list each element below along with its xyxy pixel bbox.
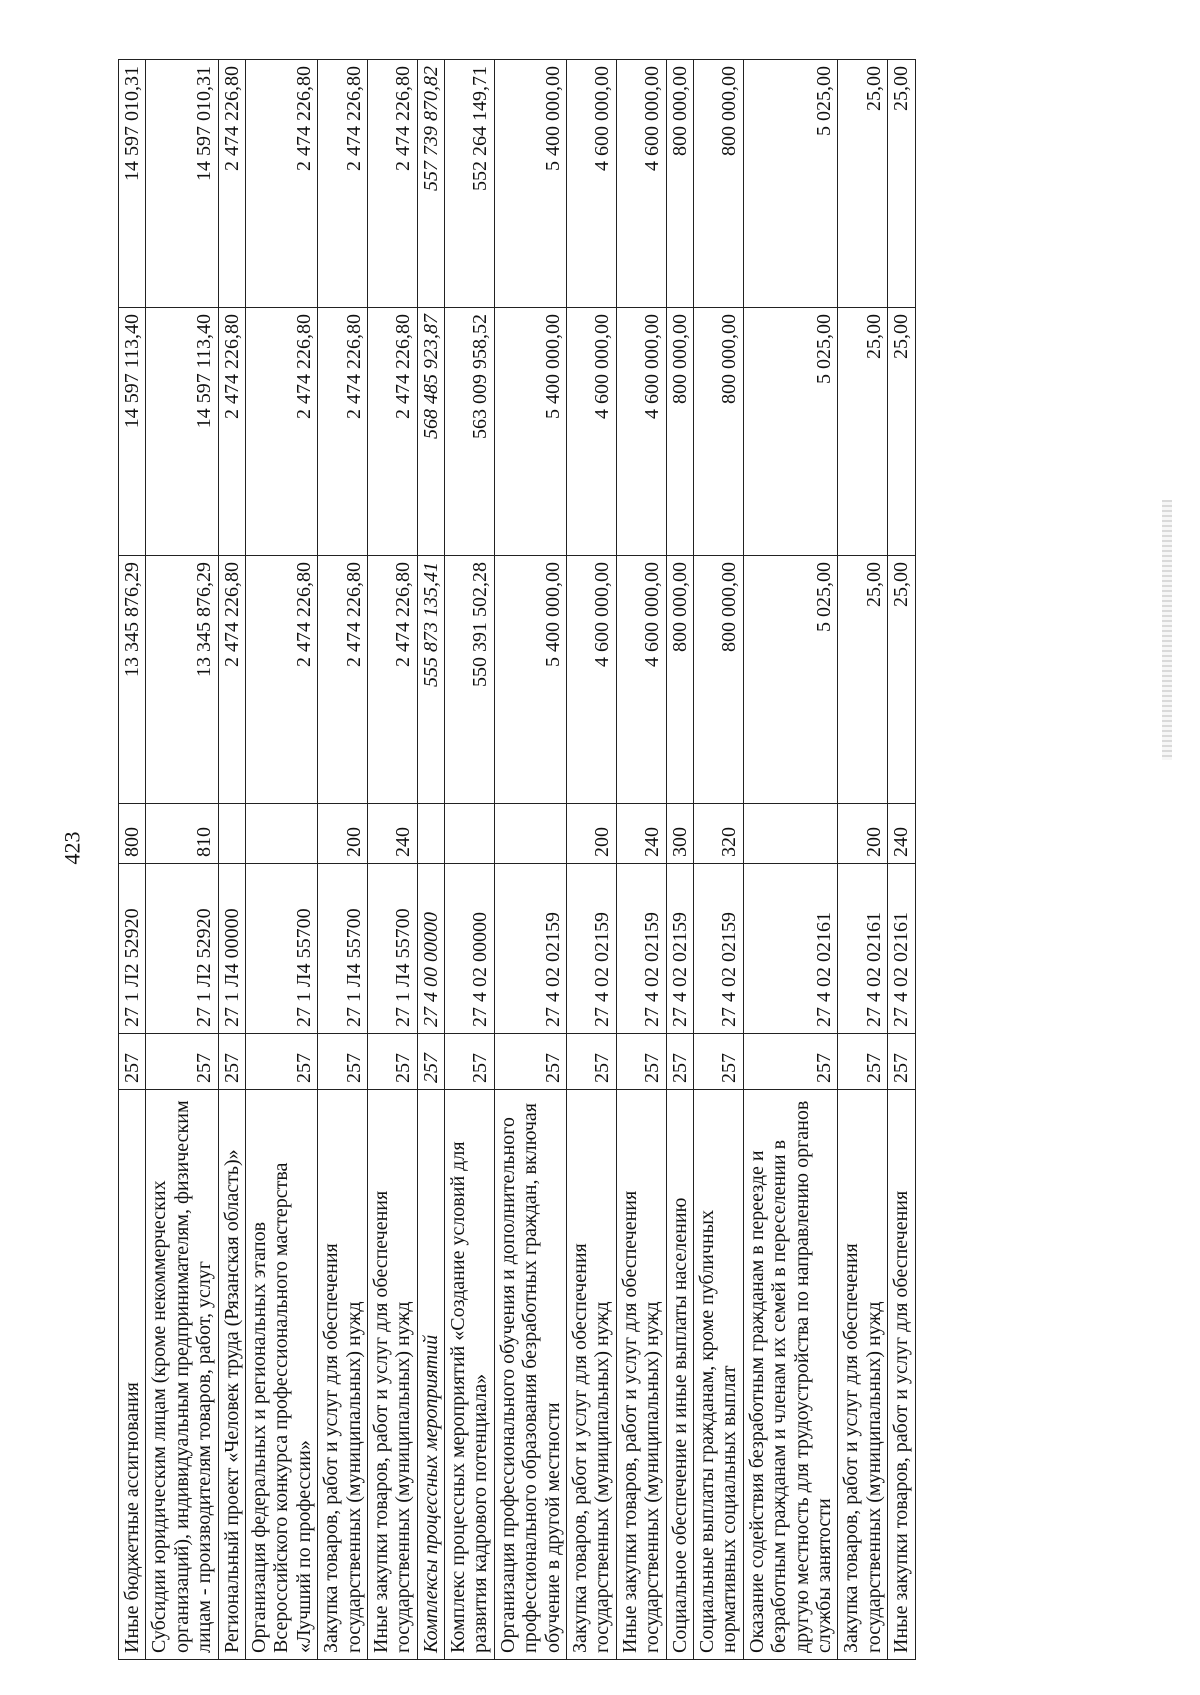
amount-year-3-cell: 25,00 <box>838 60 888 308</box>
budget-table <box>118 59 916 1660</box>
target-code-cell: 27 4 02 02161 <box>888 864 915 1034</box>
rotated-table-container <box>118 60 1078 1660</box>
amount-year-1-cell: 2 474 226,80 <box>245 556 317 804</box>
amount-year-1-cell: 550 391 502,28 <box>445 556 495 804</box>
table-row <box>666 60 693 1660</box>
amount-year-3-cell: 800 000,00 <box>666 60 693 308</box>
expense-type-cell: 800 <box>119 804 146 864</box>
amount-year-2-cell: 5 025,00 <box>743 308 838 556</box>
ministry-code-cell: 257 <box>318 1034 368 1090</box>
expense-type-cell <box>743 804 838 864</box>
amount-year-3-cell: 14 597 010,31 <box>146 60 218 308</box>
expense-type-cell: 240 <box>888 804 915 864</box>
row-name-cell: Иные закупки товаров, работ и услуг для обеспечения государственных (муниципальных) нужд <box>367 1090 417 1660</box>
amount-year-3-cell: 5 400 000,00 <box>494 60 566 308</box>
amount-year-3-cell: 4 600 000,00 <box>616 60 666 308</box>
row-name-cell: Иные закупки товаров, работ и услуг для обеспечения <box>888 1090 915 1660</box>
target-code-cell: 27 4 02 00000 <box>445 864 495 1034</box>
table-row <box>743 60 838 1660</box>
amount-year-1-cell: 2 474 226,80 <box>367 556 417 804</box>
amount-year-1-cell: 25,00 <box>838 556 888 804</box>
amount-year-3-cell: 2 474 226,80 <box>245 60 317 308</box>
target-code-cell: 27 4 02 02159 <box>494 864 566 1034</box>
target-code-cell: 27 4 02 02159 <box>616 864 666 1034</box>
table-row <box>445 60 495 1660</box>
ministry-code-cell: 257 <box>693 1034 743 1090</box>
table-row <box>567 60 617 1660</box>
amount-year-1-cell: 5 400 000,00 <box>494 556 566 804</box>
target-code-cell: 27 1 Л4 55700 <box>318 864 368 1034</box>
row-name-cell: Субсидии юридическим лицам (кроме некоммерческих организаций), индивидуальным предпринимателям, физическим лицам - производителям товаров, работ, услуг <box>146 1090 218 1660</box>
amount-year-1-cell: 5 025,00 <box>743 556 838 804</box>
ministry-code-cell: 257 <box>838 1034 888 1090</box>
amount-year-3-cell: 25,00 <box>888 60 915 308</box>
amount-year-1-cell: 13 345 876,29 <box>119 556 146 804</box>
amount-year-1-cell: 4 600 000,00 <box>567 556 617 804</box>
amount-year-2-cell: 2 474 226,80 <box>245 308 317 556</box>
expense-type-cell: 240 <box>367 804 417 864</box>
ministry-code-cell: 257 <box>666 1034 693 1090</box>
table-row <box>218 60 245 1660</box>
table-row <box>838 60 888 1660</box>
amount-year-1-cell: 2 474 226,80 <box>218 556 245 804</box>
amount-year-2-cell: 563 009 958,52 <box>445 308 495 556</box>
table-row <box>367 60 417 1660</box>
amount-year-2-cell: 568 485 923,87 <box>417 308 444 556</box>
expense-type-cell <box>494 804 566 864</box>
ministry-code-cell: 257 <box>417 1034 444 1090</box>
amount-year-2-cell: 4 600 000,00 <box>616 308 666 556</box>
expense-type-cell: 240 <box>616 804 666 864</box>
amount-year-1-cell: 800 000,00 <box>666 556 693 804</box>
ministry-code-cell: 257 <box>888 1034 915 1090</box>
table-row <box>888 60 915 1660</box>
ministry-code-cell: 257 <box>567 1034 617 1090</box>
ministry-code-cell: 257 <box>146 1034 218 1090</box>
expense-type-cell: 320 <box>693 804 743 864</box>
amount-year-1-cell: 2 474 226,80 <box>318 556 368 804</box>
amount-year-1-cell: 25,00 <box>888 556 915 804</box>
expense-type-cell <box>218 804 245 864</box>
table-row <box>318 60 368 1660</box>
expense-type-cell: 300 <box>666 804 693 864</box>
ministry-code-cell: 257 <box>743 1034 838 1090</box>
table-row <box>616 60 666 1660</box>
amount-year-2-cell: 5 400 000,00 <box>494 308 566 556</box>
amount-year-3-cell: 557 739 870,82 <box>417 60 444 308</box>
amount-year-3-cell: 2 474 226,80 <box>367 60 417 308</box>
amount-year-2-cell: 14 597 113,40 <box>146 308 218 556</box>
budget-table-body <box>119 60 916 1660</box>
row-name-cell: Социальные выплаты гражданам, кроме публичных нормативных социальных выплат <box>693 1090 743 1660</box>
table-row <box>245 60 317 1660</box>
table-row <box>494 60 566 1660</box>
table-row <box>146 60 218 1660</box>
amount-year-2-cell: 4 600 000,00 <box>567 308 617 556</box>
ministry-code-cell: 257 <box>616 1034 666 1090</box>
target-code-cell: 27 4 02 02161 <box>743 864 838 1034</box>
ministry-code-cell: 257 <box>119 1034 146 1090</box>
amount-year-3-cell: 14 597 010,31 <box>119 60 146 308</box>
table-row <box>417 60 444 1660</box>
table-row <box>119 60 146 1660</box>
amount-year-1-cell: 13 345 876,29 <box>146 556 218 804</box>
row-name-cell: Оказание содействия безработным гражданам в переезде и безработным гражданам и членам их семей в переселении в другую местность для трудоустройства по направлению органов службы занятости <box>743 1090 838 1660</box>
row-name-cell: Организация федеральных и региональных этапов Всероссийского конкурса профессионального мастерства «Лучший по профессии» <box>245 1090 317 1660</box>
expense-type-cell <box>445 804 495 864</box>
amount-year-2-cell: 2 474 226,80 <box>218 308 245 556</box>
row-name-cell: Комплексы процессных мероприятий <box>417 1090 444 1660</box>
row-name-cell: Комплекс процессных мероприятий «Создание условий для развития кадрового потенциала» <box>445 1090 495 1660</box>
row-name-cell: Региональный проект «Человек труда (Рязанская область)» <box>218 1090 245 1660</box>
row-name-cell: Закупка товаров, работ и услуг для обеспечения государственных (муниципальных) нужд <box>318 1090 368 1660</box>
ministry-code-cell: 257 <box>245 1034 317 1090</box>
target-code-cell: 27 1 Л2 52920 <box>119 864 146 1034</box>
expense-type-cell <box>417 804 444 864</box>
expense-type-cell: 200 <box>838 804 888 864</box>
target-code-cell: 27 4 02 02159 <box>567 864 617 1034</box>
row-name-cell: Закупка товаров, работ и услуг для обеспечения государственных (муниципальных) нужд <box>838 1090 888 1660</box>
row-name-cell: Социальное обеспечение и иные выплаты населению <box>666 1090 693 1660</box>
target-code-cell: 27 1 Л2 52920 <box>146 864 218 1034</box>
ministry-code-cell: 257 <box>218 1034 245 1090</box>
target-code-cell: 27 4 02 02161 <box>838 864 888 1034</box>
amount-year-1-cell: 555 873 135,41 <box>417 556 444 804</box>
amount-year-2-cell: 14 597 113,40 <box>119 308 146 556</box>
amount-year-3-cell: 552 264 149,71 <box>445 60 495 308</box>
amount-year-3-cell: 800 000,00 <box>693 60 743 308</box>
target-code-cell: 27 1 Л4 55700 <box>245 864 317 1034</box>
page-number: 423 <box>59 831 85 865</box>
amount-year-1-cell: 4 600 000,00 <box>616 556 666 804</box>
amount-year-2-cell: 800 000,00 <box>666 308 693 556</box>
amount-year-2-cell: 25,00 <box>838 308 888 556</box>
amount-year-2-cell: 2 474 226,80 <box>367 308 417 556</box>
ministry-code-cell: 257 <box>367 1034 417 1090</box>
amount-year-2-cell: 2 474 226,80 <box>318 308 368 556</box>
table-row <box>693 60 743 1660</box>
row-name-cell: Организация профессионального обучения и дополнительного профессионального образования безработных граждан, включая обучение в другой местности <box>494 1090 566 1660</box>
target-code-cell: 27 4 02 02159 <box>693 864 743 1034</box>
expense-type-cell: 810 <box>146 804 218 864</box>
scan-edge-mark <box>1162 500 1172 760</box>
target-code-cell: 27 1 Л4 00000 <box>218 864 245 1034</box>
amount-year-2-cell: 25,00 <box>888 308 915 556</box>
target-code-cell: 27 4 02 02159 <box>666 864 693 1034</box>
row-name-cell: Закупка товаров, работ и услуг для обеспечения государственных (муниципальных) нужд <box>567 1090 617 1660</box>
amount-year-3-cell: 2 474 226,80 <box>218 60 245 308</box>
amount-year-3-cell: 4 600 000,00 <box>567 60 617 308</box>
expense-type-cell: 200 <box>318 804 368 864</box>
ministry-code-cell: 257 <box>445 1034 495 1090</box>
row-name-cell: Иные бюджетные ассигнования <box>119 1090 146 1660</box>
row-name-cell: Иные закупки товаров, работ и услуг для обеспечения государственных (муниципальных) нужд <box>616 1090 666 1660</box>
target-code-cell: 27 4 00 00000 <box>417 864 444 1034</box>
amount-year-2-cell: 800 000,00 <box>693 308 743 556</box>
amount-year-3-cell: 5 025,00 <box>743 60 838 308</box>
amount-year-3-cell: 2 474 226,80 <box>318 60 368 308</box>
target-code-cell: 27 1 Л4 55700 <box>367 864 417 1034</box>
expense-type-cell <box>245 804 317 864</box>
expense-type-cell: 200 <box>567 804 617 864</box>
ministry-code-cell: 257 <box>494 1034 566 1090</box>
amount-year-1-cell: 800 000,00 <box>693 556 743 804</box>
